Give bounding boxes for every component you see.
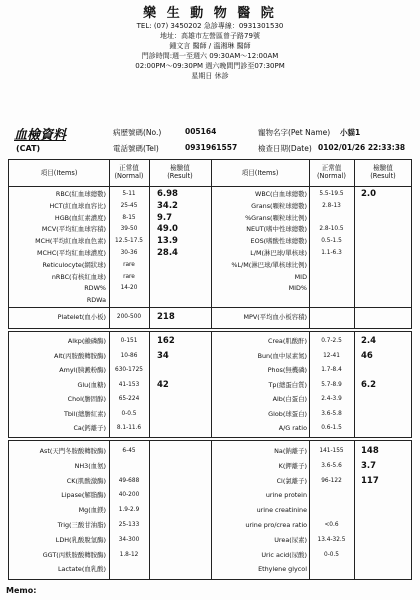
normal-range: 12.5-17.5 — [115, 238, 143, 245]
clinic-header — [0, 2, 420, 81]
test-name: Amyl(胰澱粉酶) — [59, 366, 106, 374]
result-value: 162 — [157, 336, 175, 346]
result-value: 42 — [157, 379, 169, 390]
test-name: Alkp(鹼磷酶) — [67, 337, 106, 345]
cbc-row — [9, 294, 413, 306]
test-name: L/M(淋巴球/單核球) — [250, 249, 307, 257]
normal-range: 0.6-1.5 — [321, 425, 342, 431]
platelet-row — [9, 311, 413, 323]
result-value: 34.2 — [157, 200, 178, 211]
clinic-name: 樂 生 動 物 醫 院 — [143, 6, 277, 21]
record-no-value: 005164 — [185, 127, 217, 136]
normal-range: <0.6 — [324, 522, 339, 528]
normal-range: 41-153 — [118, 381, 140, 388]
normal-range: 40-200 — [118, 492, 140, 499]
tel-label: 電話號碼(Tel) — [113, 144, 159, 153]
result-value: 13.9 — [157, 236, 178, 247]
normal-range: 200-500 — [116, 314, 142, 320]
normal-range: 141-155 — [319, 448, 344, 454]
test-name: Lipase(解脂酶) — [61, 491, 106, 500]
cbc-row — [9, 235, 413, 247]
test-name: Tbil(總膽紅素) — [63, 409, 106, 418]
result-value: 117 — [361, 475, 379, 486]
test-name: Mg(血鎂) — [78, 506, 106, 515]
normal-range: 5.5-19.5 — [319, 191, 344, 197]
normal-range: 6-45 — [122, 448, 136, 454]
normal-range: 96-122 — [321, 477, 342, 484]
normal-range: 3.6-5.8 — [321, 410, 342, 417]
cbc-row — [9, 259, 413, 271]
test-name: Platelet(血小板) — [57, 313, 106, 321]
test-name: Ethylene glycol — [258, 565, 307, 574]
test-name: CK(肌酸激酶) — [66, 476, 106, 485]
misc-row — [9, 460, 413, 472]
cbc-row — [9, 223, 413, 235]
test-name: Chol(膽固醇) — [67, 395, 106, 403]
clinic-phone: TEL: (07) 3450202 急診專線：0931301530 — [136, 22, 284, 30]
misc-row — [9, 519, 413, 531]
test-name: K(鉀離子) — [278, 461, 307, 470]
test-name: EOS(嗜酸性球總數) — [250, 237, 307, 246]
test-name: Alb(白蛋白) — [272, 395, 307, 403]
test-name: LDH(乳酸脫氫酶) — [55, 535, 106, 544]
test-name: HCT(紅血球血容比) — [49, 201, 106, 210]
test-name: A/G ratio — [278, 424, 307, 432]
test-name: Tp(總蛋白質) — [268, 380, 307, 389]
result-value: 2.4 — [361, 336, 377, 346]
col-item-left: 項目(Items) — [40, 169, 78, 177]
test-name: RDW% — [84, 284, 106, 293]
normal-range: 1.9-2.9 — [118, 507, 140, 514]
normal-range: 25-133 — [118, 522, 140, 528]
normal-range: 8-15 — [122, 214, 136, 221]
result-value: 6.2 — [361, 379, 377, 390]
normal-range: 0-151 — [120, 338, 138, 344]
misc-row — [9, 504, 413, 516]
normal-range: 3.6-5.6 — [321, 462, 342, 469]
misc-row — [9, 563, 413, 575]
normal-range: 2.8-10.5 — [319, 226, 344, 233]
cbc-row — [9, 282, 413, 294]
normal-range: 30-36 — [120, 250, 138, 256]
result-value: 46 — [361, 350, 373, 361]
cbc-panel — [8, 159, 412, 329]
normal-range: 5.7-8.9 — [321, 381, 342, 388]
test-name: Bun(血中尿素氮) — [257, 351, 307, 360]
col-item-right: 項目(Items) — [241, 169, 279, 177]
normal-range: 0.7-2.5 — [321, 338, 342, 344]
test-name: Alt(丙胺酸轉胺酶) — [54, 351, 106, 360]
cbc-row — [9, 271, 413, 283]
test-name: MID — [294, 272, 307, 281]
col-normal-left: 正常值 (Normal) — [114, 164, 144, 180]
normal-range: rare — [123, 273, 135, 280]
record-no-label: 病歷號碼(No.) — [113, 128, 162, 137]
electrolyte-panel — [8, 440, 412, 580]
test-name: nRBC(有核紅血球) — [51, 272, 106, 281]
test-name: Crea(肌酸酐) — [268, 337, 307, 345]
chem-row — [9, 408, 413, 420]
test-name: Ca(鈣離子) — [73, 424, 106, 432]
normal-range: 2.4-3.9 — [321, 396, 342, 402]
report-title: 血檢資料 — [14, 128, 67, 143]
pet-name-value: 小貓1 — [340, 128, 361, 137]
misc-row — [9, 475, 413, 487]
result-value: 34 — [157, 350, 169, 361]
normal-range: rare — [123, 261, 135, 268]
col-normal-right: 正常值 (Normal) — [316, 164, 346, 180]
memo-label: Memo: — [6, 586, 37, 595]
test-name: Phos(無機磷) — [267, 366, 307, 374]
test-name: Glu(血糖) — [77, 380, 106, 389]
test-name: HGB(血紅素濃度) — [54, 213, 106, 222]
col-result-right: 檢驗值 (Result) — [370, 164, 396, 180]
normal-range: 0-0.5 — [324, 551, 339, 558]
test-name: urine creatinine — [256, 506, 307, 515]
test-name: Urea(尿素) — [274, 535, 307, 544]
normal-range: 39-50 — [120, 226, 138, 233]
misc-row — [9, 534, 413, 546]
test-name: Glob(球蛋白) — [268, 409, 307, 418]
test-name: MID% — [288, 284, 307, 293]
test-name: Ast(天門冬胺酸轉胺酶) — [39, 447, 106, 455]
normal-range: 630-1725 — [115, 367, 143, 373]
normal-range: 0-0.5 — [121, 410, 137, 417]
chem-row — [9, 422, 413, 434]
result-value: 28.4 — [157, 248, 178, 258]
test-name: Grans(顆粒球總數) — [251, 201, 307, 210]
normal-range: 34-300 — [118, 536, 140, 543]
result-value: 148 — [361, 446, 379, 456]
test-name: urine pro/crea ratio — [245, 521, 307, 529]
normal-range: 5-11 — [122, 191, 136, 197]
test-name: RBC(紅血球總數) — [55, 190, 106, 198]
test-name: Cl(氯離子) — [276, 476, 307, 485]
clinic-closed: 星期日 休診 — [191, 72, 229, 80]
cbc-row — [9, 188, 413, 200]
test-name: NEUT(嗜中性球總數) — [246, 225, 307, 234]
normal-range: 1.8-12 — [119, 551, 139, 558]
test-name: %L/M(淋巴球/單核球比例) — [231, 260, 307, 269]
col-result-left: 檢驗值 (Result) — [167, 164, 193, 180]
normal-range: 65-224 — [118, 396, 140, 402]
test-name: Lactate(血乳酸) — [57, 565, 106, 574]
chem-row — [9, 350, 413, 362]
chem-row — [9, 364, 413, 376]
normal-range: 12-41 — [323, 352, 340, 359]
normal-range: 14-20 — [120, 285, 138, 292]
test-name: %Grans(顆粒球比例) — [245, 213, 307, 222]
test-name: GGT(丙麩胺酸轉胺酶) — [42, 550, 106, 559]
test-name: MCHC(平均紅血球濃度) — [37, 249, 106, 257]
tel-value: 0931961557 — [185, 143, 238, 152]
test-name: MCH(平均紅血球血色素) — [35, 237, 106, 246]
clinic-address: 地址：高雄市左營區曾子路79號 — [160, 32, 260, 40]
chem-row — [9, 335, 413, 347]
result-value: 9.7 — [157, 212, 173, 223]
chem-row — [9, 393, 413, 405]
normal-range: 25-45 — [120, 202, 138, 209]
test-name: MCV(平均紅血球容積) — [41, 225, 106, 234]
pet-name-label: 寵物名字(Pet Name) — [258, 128, 331, 137]
result-value: 49.0 — [157, 224, 178, 235]
test-name: Uric acid(尿酸) — [261, 550, 307, 559]
test-name: WBC(白血球總數) — [255, 190, 307, 198]
chemistry-panel — [8, 331, 412, 438]
test-name: NH3(血氨) — [74, 461, 106, 470]
test-name: RDWa — [86, 296, 106, 305]
misc-row — [9, 489, 413, 501]
cbc-row — [9, 212, 413, 224]
result-value: 2.0 — [361, 189, 377, 199]
test-name: urine protein — [265, 491, 307, 500]
species-label: (CAT) — [16, 144, 41, 153]
test-name: Reticulocyte(網狀球) — [42, 260, 106, 269]
clinic-vets: 鍾文言 醫師 / 溫湘琳 醫師 — [169, 42, 251, 50]
date-value: 0102/01/26 22:33:38 — [318, 143, 406, 152]
result-value: 218 — [157, 312, 175, 322]
test-name: MPV(平均血小板容積) — [243, 313, 307, 321]
result-value: 3.7 — [361, 460, 377, 471]
misc-row — [9, 549, 413, 561]
normal-range: 2.8-13 — [322, 202, 341, 209]
normal-range: 13.4-32.5 — [317, 536, 346, 543]
normal-range: 0.5-1.5 — [321, 238, 342, 245]
test-name: Na(鈉離子) — [274, 447, 307, 455]
normal-range: 1.7-8.4 — [321, 367, 342, 373]
normal-range: 8.1-11.6 — [116, 425, 142, 431]
misc-row — [9, 445, 413, 457]
normal-range: 49-688 — [118, 477, 140, 484]
cbc-row — [9, 200, 413, 212]
date-label: 檢查日期(Date) — [258, 144, 312, 153]
clinic-hours-1: 門診時間:週一至週六 09:30AM～12:00AM — [141, 52, 279, 60]
cbc-row — [9, 247, 413, 259]
result-value: 6.98 — [157, 189, 178, 199]
clinic-hours-2: 02:00PM～09:30PM 週六晚間門診至07:30PM — [135, 62, 285, 70]
chem-row — [9, 379, 413, 391]
test-name: Trig(三酸甘油脂) — [57, 521, 106, 529]
normal-range: 1.1-6.3 — [321, 250, 342, 256]
normal-range: 10-86 — [120, 352, 138, 359]
